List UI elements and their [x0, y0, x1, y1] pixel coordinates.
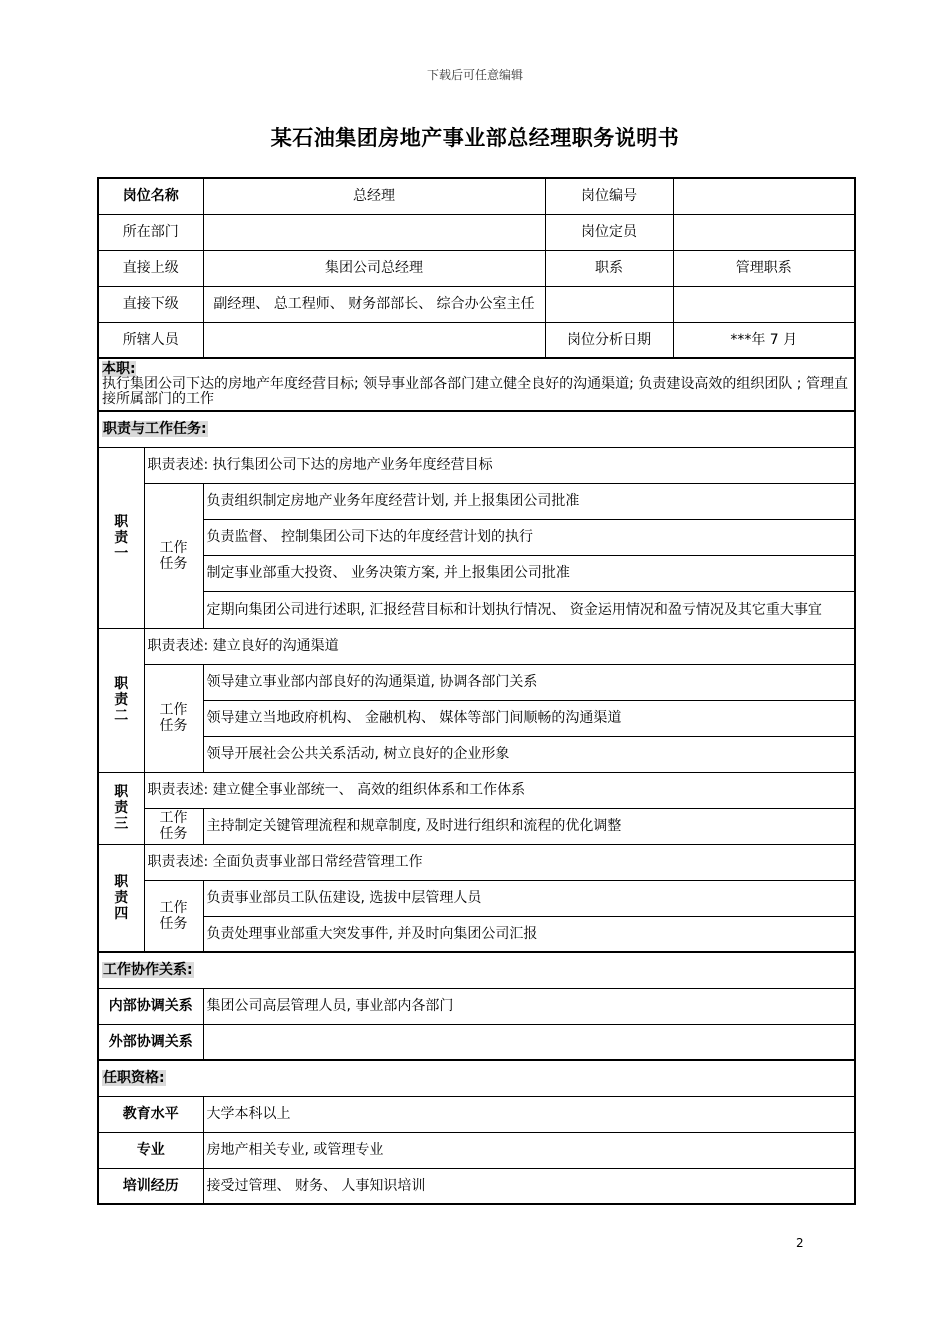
post-code-value — [673, 178, 855, 214]
subordinate-value: 副经理、 总工程师、 财务部部长、 综合办公室主任 — [203, 286, 545, 322]
task-row — [98, 664, 855, 700]
task-row — [98, 916, 855, 952]
subordinate-label: 直接下级 — [98, 286, 203, 322]
row-superior — [98, 250, 855, 286]
duty-4-title: 职责四 — [98, 844, 144, 952]
row-managed — [98, 322, 855, 358]
training-label: 培训经历 — [98, 1168, 203, 1204]
dept-label: 所在部门 — [98, 214, 203, 250]
dept-value — [203, 214, 545, 250]
job-description-table — [97, 177, 856, 1205]
duty-1-title: 职责一 — [98, 447, 144, 628]
series-label: 职系 — [545, 250, 673, 286]
analysis-date-value: ***年 7 月 — [673, 322, 855, 358]
duty-2-task-3: 领导开展社会公共关系活动, 树立良好的企业形象 — [203, 736, 855, 772]
duty-3-task-label: 工作任务 — [144, 808, 203, 844]
duty-4-task-1: 负责事业部员工队伍建设, 选拔中层管理人员 — [203, 880, 855, 916]
internal-value: 集团公司高层管理人员, 事业部内各部门 — [203, 988, 855, 1024]
task-row — [98, 736, 855, 772]
row-qualification-header — [98, 1060, 855, 1096]
major-label: 专业 — [98, 1132, 203, 1168]
duty-3-statement: 职责表述: 建立健全事业部统一、 高效的组织体系和工作体系 — [144, 772, 855, 808]
task-row — [98, 808, 855, 844]
duty-1-statement: 职责表述: 执行集团公司下达的房地产业务年度经营目标 — [144, 447, 855, 483]
duty-1-task-1: 负责组织制定房地产业务年度经营计划, 并上报集团公司批准 — [203, 483, 855, 519]
qualification-section-title: 任职资格: — [98, 1060, 855, 1096]
major-value: 房地产相关专业, 或管理专业 — [203, 1132, 855, 1168]
duty-4-statement: 职责表述: 全面负责事业部日常经营管理工作 — [144, 844, 855, 880]
duty-1-task-3: 制定事业部重大投资、 业务决策方案, 并上报集团公司批准 — [203, 555, 855, 591]
post-name-label: 岗位名称 — [98, 178, 203, 214]
row-cooperation-header — [98, 952, 855, 988]
duty-summary — [98, 358, 855, 411]
duty-summary-label: 本职: — [102, 361, 136, 377]
row-department — [98, 214, 855, 250]
duty-1-statement-row — [98, 447, 855, 483]
row-internal — [98, 988, 855, 1024]
duty-4-task-label: 工作任务 — [144, 880, 203, 952]
row-subordinate — [98, 286, 855, 322]
internal-label: 内部协调关系 — [98, 988, 203, 1024]
duty-2-statement-row — [98, 628, 855, 664]
duty-2-task-1: 领导建立事业部内部良好的沟通渠道, 协调各部门关系 — [203, 664, 855, 700]
duty-3-title: 职责三 — [98, 772, 144, 844]
row-external — [98, 1024, 855, 1060]
superior-value: 集团公司总经理 — [203, 250, 545, 286]
series-value: 管理职系 — [673, 250, 855, 286]
document-title: 某石油集团房地产事业部总经理职务说明书 — [270, 126, 680, 150]
duty-summary-text: 执行集团公司下达的房地产年度经营目标; 领导事业部各部门建立健全良好的沟通渠道; 负责建设高效的组织团队 ; 管理直接所属部门的工作 — [102, 376, 848, 407]
post-name-value: 总经理 — [203, 178, 545, 214]
task-row — [98, 880, 855, 916]
duty-2-task-2: 领导建立当地政府机构、 金融机构、 媒体等部门间顺畅的沟通渠道 — [203, 700, 855, 736]
staffing-label: 岗位定员 — [545, 214, 673, 250]
cooperation-section-title: 工作协作关系: — [98, 952, 855, 988]
task-row — [98, 700, 855, 736]
responsibilities-section-title: 职责与工作任务: — [98, 411, 855, 447]
task-row — [98, 483, 855, 519]
row-major — [98, 1132, 855, 1168]
duty-4-task-2: 负责处理事业部重大突发事件, 并及时向集团公司汇报 — [203, 916, 855, 952]
subordinate-empty-1 — [545, 286, 673, 322]
task-row — [98, 591, 855, 628]
external-value — [203, 1024, 855, 1060]
row-responsibilities-header — [98, 411, 855, 447]
external-label: 外部协调关系 — [98, 1024, 203, 1060]
staffing-value — [673, 214, 855, 250]
education-value: 大学本科以上 — [203, 1096, 855, 1132]
training-value: 接受过管理、 财务、 人事知识培训 — [203, 1168, 855, 1204]
task-row — [98, 555, 855, 591]
row-duty-summary — [98, 358, 855, 411]
superior-label: 直接上级 — [98, 250, 203, 286]
duty-2-title: 职责二 — [98, 628, 144, 772]
managed-label: 所辖人员 — [98, 322, 203, 358]
education-label: 教育水平 — [98, 1096, 203, 1132]
duty-3-statement-row — [98, 772, 855, 808]
managed-value — [203, 322, 545, 358]
row-training — [98, 1168, 855, 1204]
row-post-name — [98, 178, 855, 214]
post-code-label: 岗位编号 — [545, 178, 673, 214]
analysis-date-label: 岗位分析日期 — [545, 322, 673, 358]
duty-1-task-4: 定期向集团公司进行述职, 汇报经营目标和计划执行情况、 资金运用情况和盈亏情况及其它重大事宜 — [203, 591, 855, 628]
duty-1-task-2: 负责监督、 控制集团公司下达的年度经营计划的执行 — [203, 519, 855, 555]
duty-4-statement-row — [98, 844, 855, 880]
page-number: 2 — [796, 1236, 804, 1250]
duty-2-task-label: 工作任务 — [144, 664, 203, 772]
task-row — [98, 519, 855, 555]
row-education — [98, 1096, 855, 1132]
duty-2-statement: 职责表述: 建立良好的沟通渠道 — [144, 628, 855, 664]
duty-1-task-label: 工作任务 — [144, 483, 203, 628]
subordinate-empty-2 — [673, 286, 855, 322]
duty-3-task-1: 主持制定关键管理流程和规章制度, 及时进行组织和流程的优化调整 — [203, 808, 855, 844]
header-note: 下载后可任意编辑 — [426, 68, 523, 82]
